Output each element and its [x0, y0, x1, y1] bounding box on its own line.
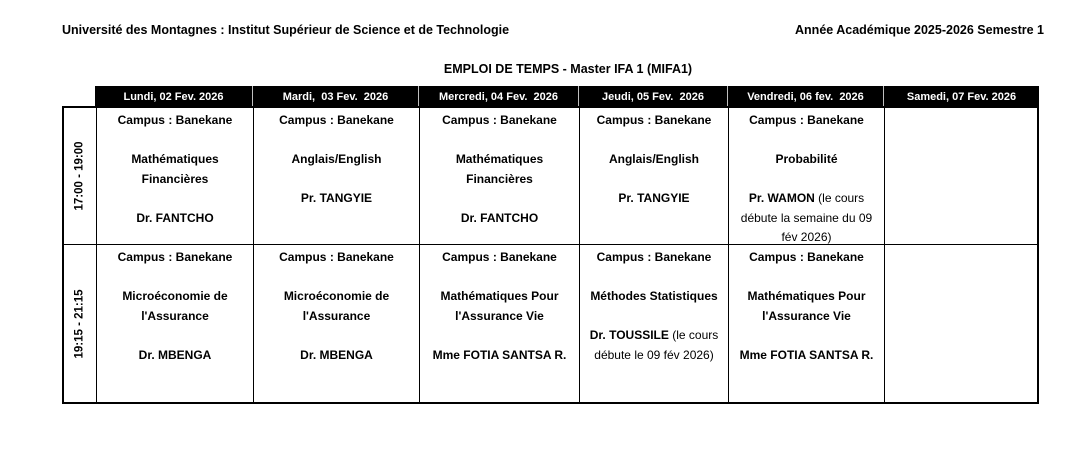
day-header-vendredi: Vendredi, 06 fev. 2026	[727, 86, 883, 107]
course-label: Méthodes Statistiques	[590, 289, 718, 303]
course-label: Mathématiques Financières	[455, 152, 544, 186]
teacher-label: Mme FOTIA SANTSA R.	[739, 347, 874, 362]
schedule-cell-mardi-slot2	[254, 245, 420, 402]
course-label: Microéconomie de l'Assurance	[283, 289, 390, 323]
day-header-row	[95, 86, 1039, 107]
teacher-line	[100, 209, 250, 229]
time-slot-row2-label: 19:15 - 21:15	[74, 288, 87, 359]
schedule-cell-jeudi-slot2	[580, 245, 729, 402]
campus-label: Campus : Banekane	[596, 250, 712, 264]
teacher-line	[732, 189, 881, 245]
institution-name: Université des Montagnes : Institut Supérieur de Science et de Technologie	[62, 23, 510, 37]
campus-label: Campus : Banekane	[117, 113, 233, 127]
campus-label: Campus : Banekane	[596, 113, 712, 127]
schedule-cell-vendredi-slot1	[729, 108, 885, 245]
teacher-label: Pr. TANGYIE	[618, 191, 690, 205]
schedule-cell-lundi-slot1	[97, 108, 254, 245]
academic-year-label: Année Académique 2025-2026 Semestre 1	[795, 23, 1044, 37]
campus-label: Campus : Banekane	[279, 113, 394, 127]
time-slot-row2	[64, 245, 97, 402]
course-label: Mathématiques Pour l'Assurance Vie	[747, 289, 866, 323]
schedule-cell-mardi-slot1	[254, 108, 420, 245]
teacher-line	[583, 326, 725, 365]
campus-label: Campus : Banekane	[279, 250, 394, 264]
schedule-cell-samedi-slot1	[885, 108, 1037, 245]
teacher-line	[423, 209, 576, 229]
course-label: Anglais/English	[608, 152, 699, 166]
day-header-samedi: Samedi, 07 Fev. 2026	[883, 86, 1039, 107]
day-header-mercredi: Mercredi, 04 Fev. 2026	[418, 86, 578, 107]
teacher-label: Dr. MBENGA	[300, 347, 373, 362]
teacher-label: Dr. MBENGA	[138, 347, 212, 362]
teacher-label: Mme FOTIA SANTSA R.	[432, 347, 567, 362]
document-title: EMPLOI DE TEMPS - Master IFA 1 (MIFA1)	[443, 62, 693, 76]
teacher-line	[100, 346, 250, 366]
teacher-line	[257, 346, 416, 366]
campus-label: Campus : Banekane	[749, 113, 864, 127]
course-label: Probabilité	[775, 152, 838, 166]
teacher-label: Dr. FANTCHO	[136, 210, 214, 225]
teacher-line	[257, 189, 416, 209]
campus-label: Campus : Banekane	[749, 250, 864, 264]
teacher-label: Dr. FANTCHO	[460, 210, 539, 225]
teacher-label: Dr. TOUSSILE	[589, 328, 669, 342]
campus-label: Campus : Banekane	[442, 113, 557, 127]
schedule-cell-vendredi-slot2	[729, 245, 885, 402]
time-slot-row1-label: 17:00 - 19:00	[74, 141, 87, 211]
course-note: (le cours débute le 09 fév 2026)	[594, 328, 719, 362]
schedule-cell-mercredi-slot2	[420, 245, 580, 402]
teacher-line	[423, 346, 576, 366]
course-label: Mathématiques Financières	[131, 152, 219, 186]
day-header-jeudi: Jeudi, 05 Fev. 2026	[578, 86, 727, 107]
course-label: Microéconomie de l'Assurance	[122, 289, 228, 323]
teacher-line	[732, 346, 881, 366]
teacher-label: Pr. WAMON	[748, 191, 815, 205]
teacher-label: Pr. TANGYIE	[300, 191, 373, 205]
campus-label: Campus : Banekane	[117, 250, 233, 264]
course-label: Anglais/English	[291, 152, 382, 166]
course-note: (le cours débute la semaine du 09 fév 2026)	[740, 191, 873, 244]
teacher-line	[583, 189, 725, 209]
timetable-grid	[62, 106, 1039, 404]
schedule-cell-mercredi-slot1	[420, 108, 580, 245]
schedule-cell-jeudi-slot1	[580, 108, 729, 245]
schedule-cell-lundi-slot2	[97, 245, 254, 402]
schedule-cell-samedi-slot2	[885, 245, 1037, 402]
day-header-lundi: Lundi, 02 Fev. 2026	[123, 90, 224, 103]
time-slot-row1	[64, 108, 97, 245]
day-header-mardi: Mardi, 03 Fev. 2026	[252, 86, 418, 107]
campus-label: Campus : Banekane	[442, 250, 557, 264]
course-label: Mathématiques Pour l'Assurance Vie	[440, 289, 559, 323]
